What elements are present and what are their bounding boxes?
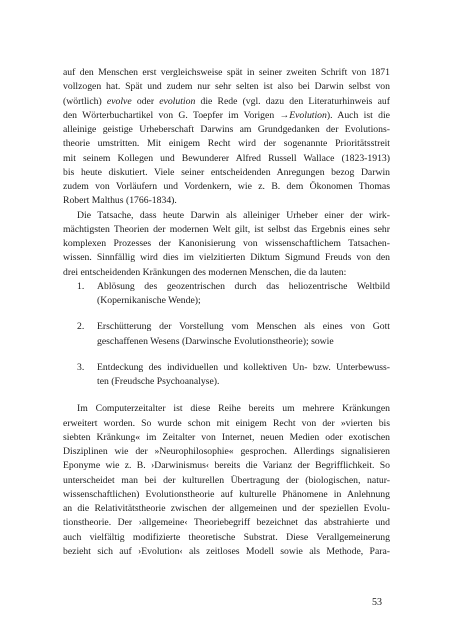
text-line: erweitert worden. So wurde schon mit einigem Recht von der »vierten bis — [63, 417, 390, 429]
paragraph-darwin-evolution — [63, 66, 390, 209]
list-number: 2. — [77, 321, 85, 333]
text-line: vollzogen hat. Spät und zudem nur sehr selten ist also bei Darwin selbst von — [63, 81, 390, 93]
paragraph-computerzeitalter — [63, 402, 390, 559]
text-line: Eponyme wie z. B. ›Darwinismus‹ bereits die Varianz der Begrifflichkeit. So — [63, 460, 390, 472]
text-line: unterscheidet man bei der kulturellen Übertragung der (biologischen, natur- — [63, 474, 390, 486]
text-line: auch vielfältig modifizierte theoretische Substrat. Diese Verallgemeinerung — [63, 531, 390, 543]
text-line: ten (Freudsche Psychoanalyse). — [97, 376, 220, 387]
text-line — [63, 109, 390, 123]
text-line: siebten Kränkung« im Zeitalter von Internet, neuen Medien oder exotischen — [63, 431, 390, 443]
text-line: wissen. Sinnfällig wird dies im vielzitierten Diktum Sigmund Freuds von den — [63, 252, 390, 264]
text-line: Entdeckung des individuellen und kollektiven Un- bzw. Unterbewuss- — [97, 361, 390, 373]
text-line: bezieht sich auf ›Evolution‹ als zeitloses Modell sowie als Methode, Para- — [63, 545, 390, 557]
text-fragment: die Rede (vgl. dazu den Literaturhinweis auf — [195, 95, 390, 107]
text-line — [63, 95, 390, 109]
text-line: an die Relativitätstheorie zwischen der allgemeinen und der speziellen Evolu- — [63, 503, 390, 514]
list-item — [77, 361, 390, 390]
text-line: tionstheorie. Der ›allgemeine‹ Theoriebegriff bezeichnet das abstrahierte und — [63, 517, 390, 529]
page-body — [63, 66, 390, 559]
text-line: mächtigsten Theorien der modernen Welt gilt, ist selbst das Ergebnis eines sehr — [63, 223, 390, 235]
text-fragment: den Wörterbuchartikel von G. Toepfer im Vorigen → — [63, 109, 290, 121]
text-line: drei entscheidenden Kränkungen des modernen Menschen, die da lauten: — [63, 266, 347, 278]
italic-term-evolution: evolution — [159, 95, 196, 107]
kraenkungen-list — [63, 280, 390, 390]
text-line: Die Tatsache, dass heute Darwin als alleiniger Urheber einer der wirk- — [77, 209, 390, 221]
text-line: Disziplinen wie der »Neurophilosophie« gesprochen. Allerdings signalisieren — [63, 446, 390, 457]
text-line: wissenschaftlichen) Evolutionstheorie auf kulturelle Phänomene in Anlehnung — [63, 488, 390, 500]
text-line: alleinige geistige Urheberschaft Darwins am Grundgedanken der Evolutions- — [63, 124, 390, 135]
text-line: bis heute diskutiert. Viele seiner entscheidenden Anregungen bezog Darwin — [63, 166, 390, 178]
text-line: Ablösung des geozentrischen durch das heliozentrische Weltbild — [97, 280, 390, 292]
list-number: 3. — [77, 361, 85, 373]
cross-reference-evolution: Evolution — [289, 109, 327, 121]
text-line: Robert Malthus (1766-1834). — [63, 195, 177, 207]
text-fragment: (wörtlich) — [63, 95, 107, 107]
text-fragment: ). Auch ist die — [326, 109, 390, 121]
text-line: mit seinem Kollegen und Bewunderer Alfred Russell Wallace (1823-1913) — [63, 152, 390, 164]
text-line: auf den Menschen erst vergleichsweise spät in seiner zweiten Schrift von 1871 — [63, 67, 390, 78]
page-number: 53 — [372, 597, 382, 608]
text-fragment: oder — [131, 95, 160, 107]
text-line: geschaffenen Wesens (Darwinsche Evolutionstheorie); sowie — [97, 335, 334, 347]
text-line: theorie umstritten. Mit einigem Recht wird der sogenannte Prioritätsstreit — [63, 138, 390, 150]
list-item — [77, 320, 390, 349]
text-line: Erschütterung der Vorstellung vom Menschen als eines von Gott — [97, 321, 390, 333]
text-line: komplexen Prozesses der Kanonisierung von wissenschaftlichem Tatsachen- — [63, 238, 390, 249]
text-line: Im Computerzeitalter ist diese Reihe bereits um mehrere Kränkungen — [77, 403, 390, 415]
list-item — [77, 280, 390, 309]
paragraph-freud-kraenkungen — [63, 209, 390, 280]
text-line: zudem von Vorläufern und Vordenkern, wie z. B. dem Ökonomen Thomas — [63, 181, 390, 192]
italic-term-evolve: evolve — [106, 95, 132, 107]
list-number: 1. — [77, 280, 85, 292]
text-line: (Kopernikanische Wende); — [97, 295, 201, 306]
